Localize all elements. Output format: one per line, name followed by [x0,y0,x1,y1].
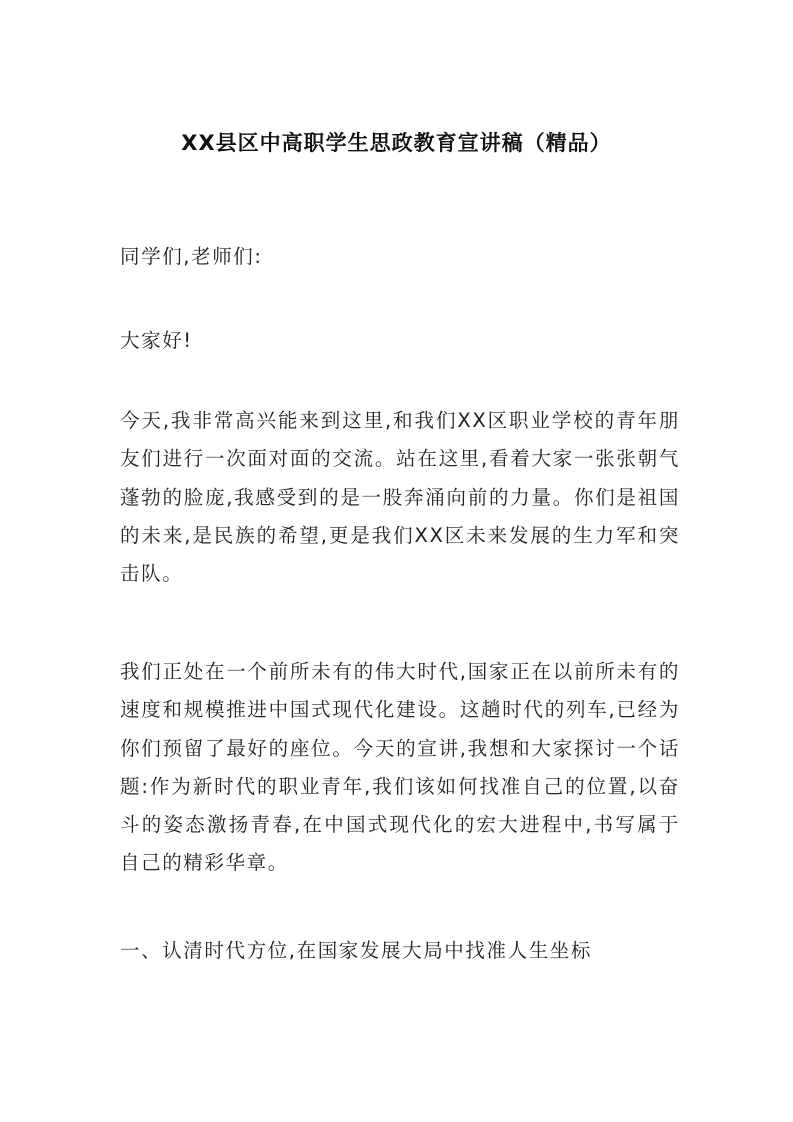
intro-paragraph: 今天,我非常高兴能来到这里,和我们XX区职业学校的青年朋友们进行一次面对面的交流。站在这里,看着大家一张张朝气蓬勃的脸庞,我感受到的是一股奔涌向前的力量。你们是祖国的未来,是民族的希望,更是我们XX区未来发展的生力军和突击队。 [120,409,680,586]
section-heading-1: 一、认清时代方位,在国家发展大局中找准人生坐标 [120,939,592,962]
era-paragraph: 我们正处在一个前所未有的伟大时代,国家正在以前所未有的速度和规模推进中国式现代化建设。这趟时代的列车,已经为你们预留了最好的座位。今天的宣讲,我想和大家探讨一个话题:作为新时代的职业青年,我们该如何找准自己的位置,以奋斗的姿态激扬青春,在中国式现代化的宏大进程中,书写属于自己的精彩华章。 [120,660,680,875]
salutation-paragraph: 同学们,老师们: [120,245,263,268]
greeting-paragraph: 大家好! [120,329,193,352]
document-title: XX县区中高职学生思政教育宣讲稿（精品） [181,131,612,155]
